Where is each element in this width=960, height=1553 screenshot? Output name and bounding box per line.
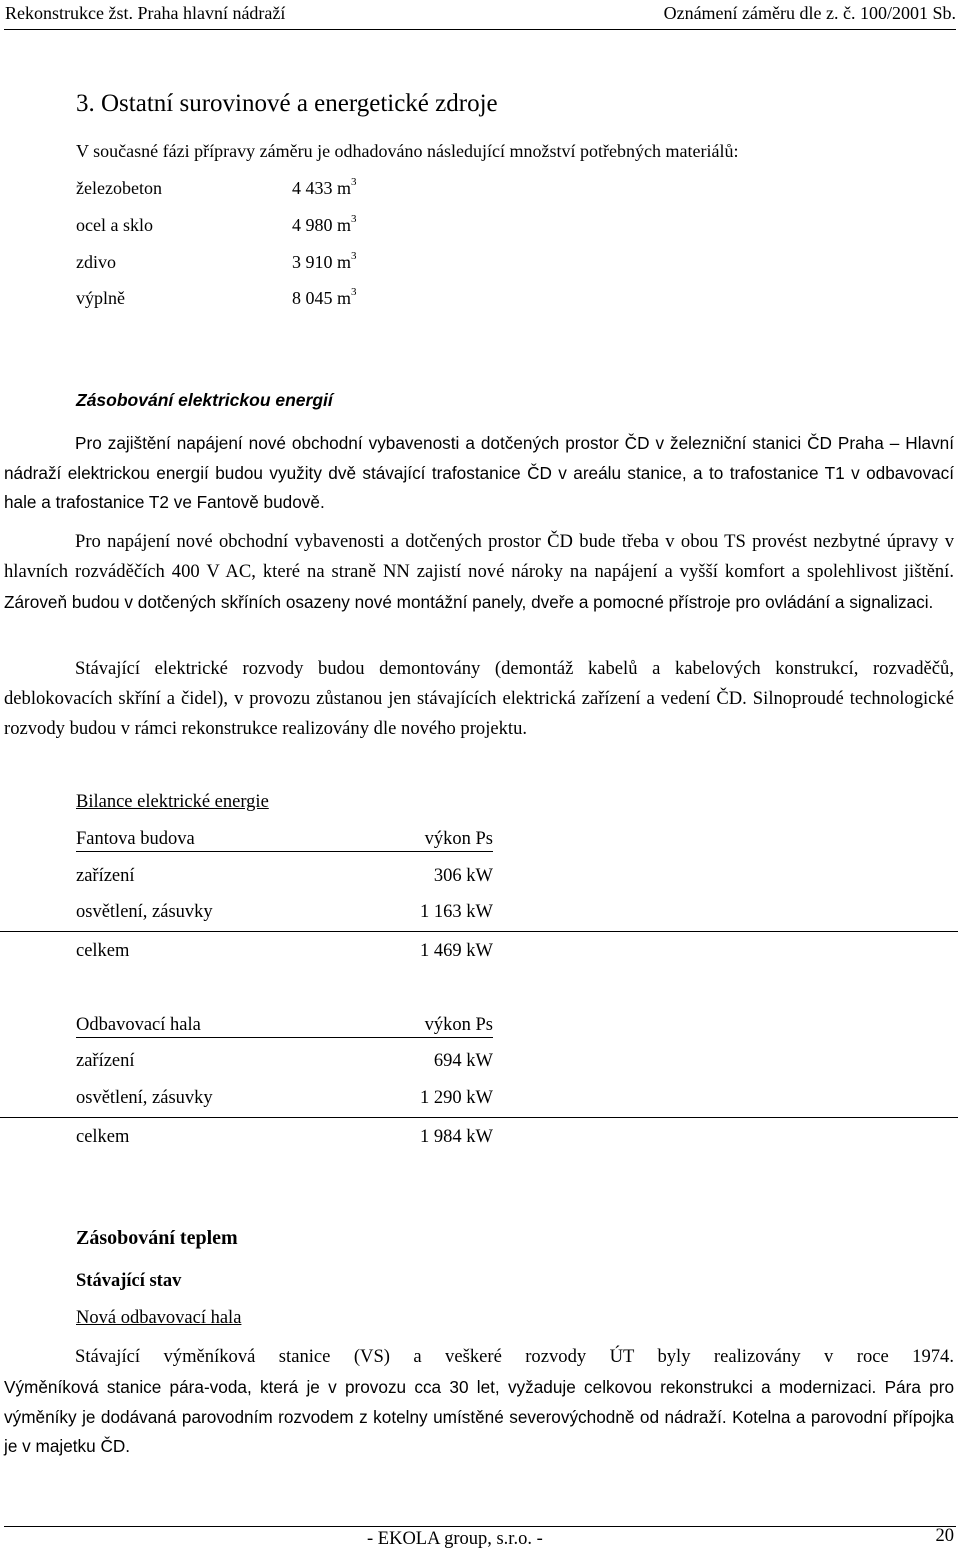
table-total-value: 1 469 kW [420,941,493,961]
electricity-para-2 [4,527,954,618]
material-value: 4 980 $m^3$ [292,213,357,235]
table-header-underline [76,851,493,852]
table-total-label: celkem [76,941,130,961]
table-row-label: zařízení [76,866,135,886]
electricity-para-2b: Zároveň budou v dotčených skříních osazeny nové montážní panely, dveře a pomocné přístroje pro ovládání a signalizaci. [4,592,934,612]
materials-intro: V současné fázi přípravy záměru je odhadováno následující množství potřebných materiálů: [76,141,739,161]
header-rule [4,29,956,30]
table-name: Fantova budova [76,829,195,849]
material-name: zdivo [76,252,116,272]
page-number: 20 [935,1526,954,1546]
table-header-underline [76,1037,493,1038]
table-col-header: výkon Ps [424,829,493,849]
material-value: 3 910 $m^3$ [292,250,357,272]
heat-subsubheading: Nová odbavovací hala [76,1308,242,1328]
section-title: 3. Ostatní surovinové a energetické zdroje [76,90,498,117]
material-name: výplně [76,288,125,308]
table-row-value: 1 163 kW [420,902,493,922]
table-row-value: 306 kW [433,866,493,886]
material-value: 8 045 $m^3$ [292,286,357,308]
electricity-para-1: Pro zajištění napájení nové obchodní vybavenosti a dotčených prostor ČD v železniční stanici ČD Praha – Hlavní nádraží elektrickou energií budou využity dvě stávající trafostanice ČD v areálu stanice, a to trafostanice T1 v odbavovací hale a trafostanice T2 ve Fantově budově. [4,433,954,512]
footer-rule [4,1526,956,1527]
table-row-value: 1 290 kW [420,1088,493,1108]
table-col-header: výkon Ps [424,1015,493,1035]
table-row-label: osvětlení, zásuvky [76,1088,213,1108]
header-left: Rekonstrukce žst. Praha hlavní nádraží [5,3,286,23]
electricity-heading: Zásobování elektrickou energií [76,390,333,410]
table-row-value: 694 kW [433,1051,493,1071]
table-total-rule [0,931,958,932]
table-total-rule [0,1117,958,1118]
balance-title: Bilance elektrické energie [76,792,269,812]
heat-subheading: Stávající stav [76,1271,182,1291]
material-name: ocel a sklo [76,215,153,235]
table-total-value: 1 984 kW [420,1127,493,1147]
material-name: železobeton [76,178,162,198]
electricity-para-2a: Pro napájení nové obchodní vybavenosti a dotčených prostor ČD bude třeba v obou TS provést nezbytné úpravy v hlavních rozváděčích 400 V AC, které na straně NN zajistí nové nároky na napájení a vyšší komfort a spolehlivost jištění. [4,531,954,582]
electricity-para-3: Stávající elektrické rozvody budou demontovány (demontáž kabelů a kabelových konstrukcí, rozvaděčů, deblokovacích skříní a čidel), v provozu zůstanou jen stávajících elektrická zařízení a vedení ČD. Silnoproudé technologické rozvody budou v rámci rekonstrukce realizovány dle nového projektu. [4,658,954,739]
material-value: 4 433 $m^3$ [292,176,357,198]
heat-para-sans: Výměníková stanice pára-voda, která je v provozu cca 30 let, vyžaduje celkovou rekonstrukci a modernizaci. Pára pro výměníky je dodávaná parovodním rozvodem z kotelny umístěné severovýchodně od nádraží. Kotelna a parovodní přípojka je v majetku ČD. [4,1377,954,1456]
table-row-label: osvětlení, zásuvky [76,902,213,922]
header-right: Oznámení záměru dle z. č. 100/2001 Sb. [663,3,956,23]
table-row-label: zařízení [76,1051,135,1071]
table-name: Odbavovací hala [76,1015,201,1035]
footer-company: - EKOLA group, s.r.o. - [367,1529,543,1549]
heat-para: Stávající výměníková stanice (VS) a veškeré rozvody ÚT byly realizovány v roce 1974. [75,1346,954,1367]
heat-heading: Zásobování teplem [76,1227,238,1249]
table-total-label: celkem [76,1127,130,1147]
